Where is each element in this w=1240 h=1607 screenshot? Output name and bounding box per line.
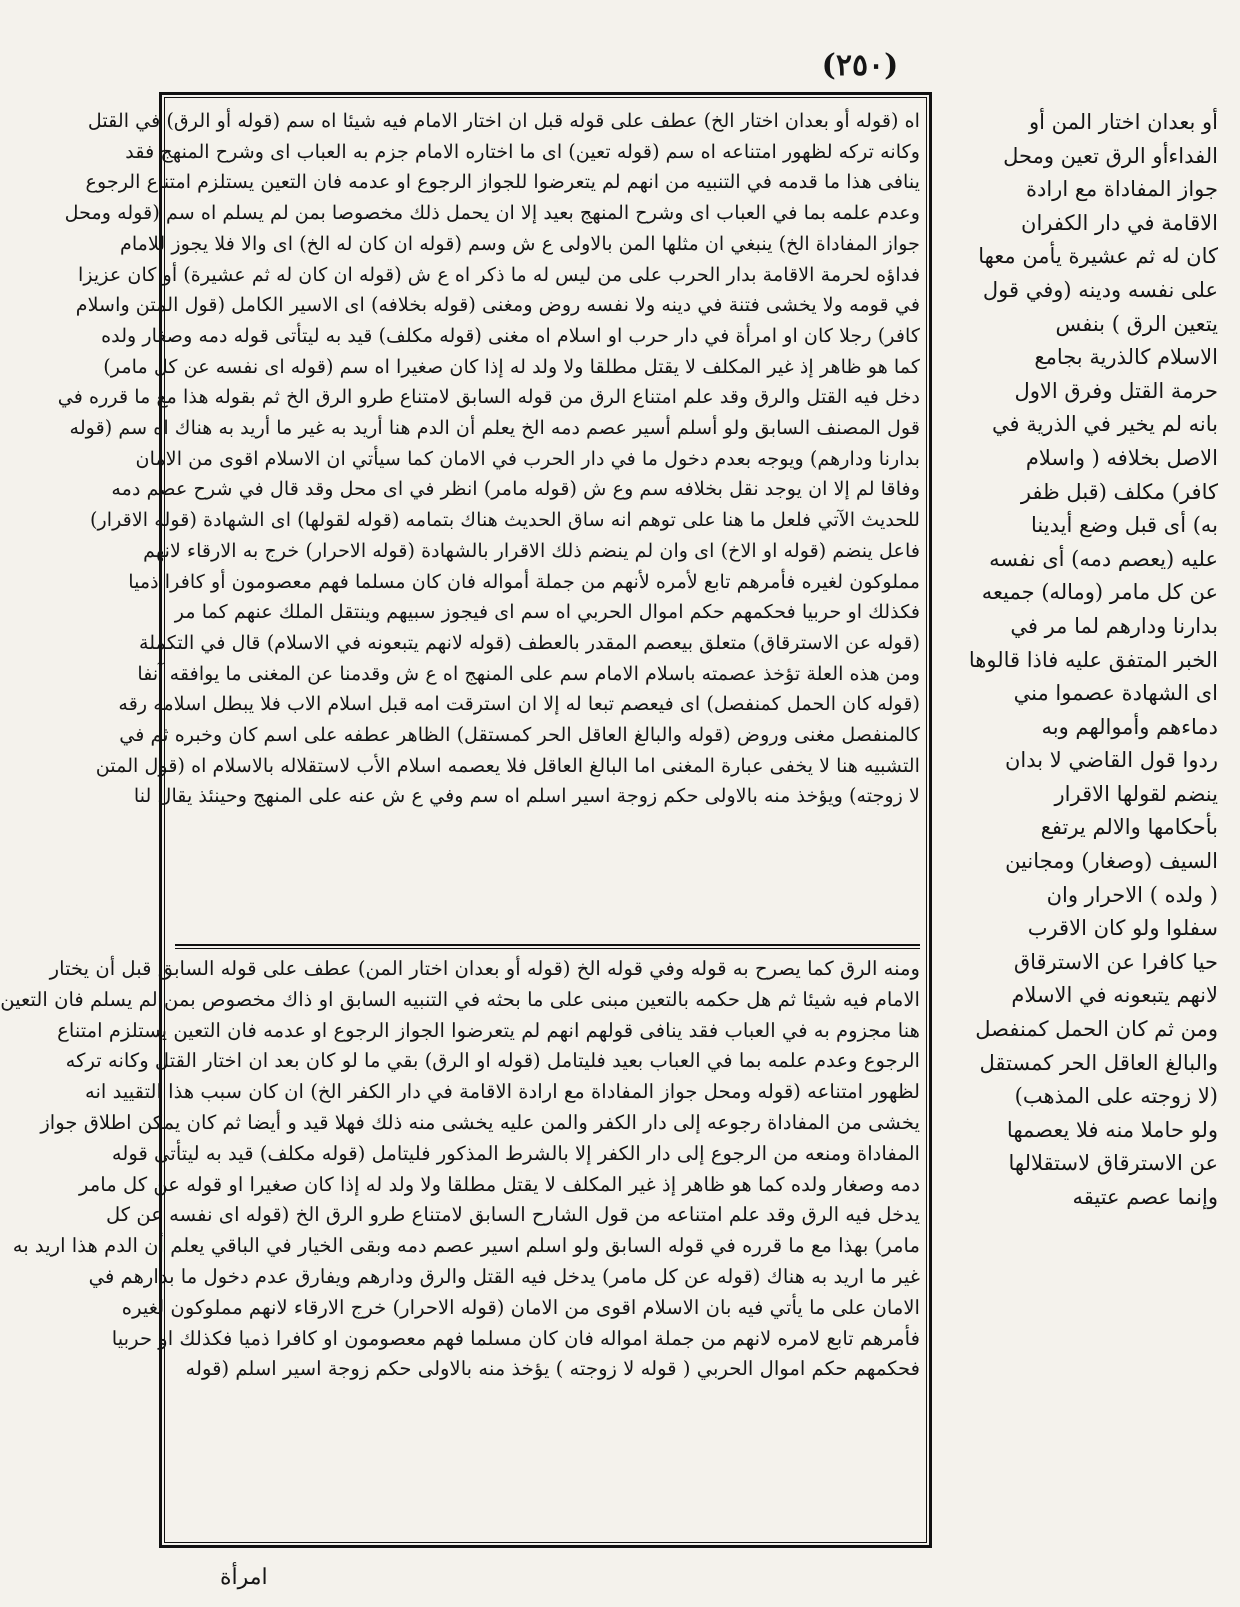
commentary-line: ومن هذه العلة تؤخذ عصمته باسلام الامام سم على المنهج اه ع ش وقدمنا عن المغنى ما يوافقه آنفا — [137, 661, 920, 685]
margin-text-line: بانه لم يخير في الذرية في — [991, 412, 1218, 437]
margin-text-line: السيف (وصغار) ومجانين — [1005, 849, 1218, 874]
margin-text-line: بدارنا ودارهم لما مر في — [1010, 613, 1218, 638]
commentary-line: قول المصنف السابق ولو أسلم أسير عصم دمه الخ يعلم أن الدم هنا أريد به غير ما أريد به هناك اه سم (قوله — [69, 416, 920, 440]
margin-text-line: اى الشهادة عصموا مني — [1013, 681, 1218, 706]
margin-text-line: حرمة القتل وفرق الاول — [1014, 378, 1218, 403]
commentary-line: يخشى من المفاداة رجوعه إلى دار الكفر والمن عليه يخشى منه ذلك فهلا قيد و أيضا ثم كان يمكن اطلاق جواز — [40, 1110, 920, 1134]
margin-text-line: (لا زوجته على المذهب) — [1014, 1084, 1218, 1109]
margin-text-line: ردوا قول القاضي لا بدان — [1004, 748, 1218, 773]
margin-text-line: ( ولده ) الاحرار وان — [1046, 882, 1218, 907]
margin-text-line: عليه (يعصم دمه) أى نفسه — [989, 546, 1218, 571]
commentary-line: ومنه الرق كما يصرح به قوله وفي قوله الخ (قوله أو بعدان اختار المن) عطف على قوله السابق قبل أن يختار — [49, 957, 920, 980]
commentary-line: اه (قوله أو بعدان اختار الخ) عطف على قوله قبل ان اختار الامام فيه شيئا اه سم (قوله أو الرق) في القتل — [87, 109, 920, 132]
commentary-line: كالمنفصل مغنى وروض (قوله والبالغ العاقل الحر كمستقل) الظاهر عطفه على اسم كان وخبره ثم في — [119, 723, 920, 747]
margin-text-line: ومن ثم كان الحمل كمنفصل — [975, 1017, 1218, 1042]
commentary-line: فكذلك او حربيا فحكمهم حكم اموال الحربي اه سم اى فيجوز سبيهم وينتقل الملك عنهم كما مر — [174, 600, 920, 624]
commentary-line: فاعل ينضم (قوله او الاخ) اى وان لم ينضم ذلك الاقرار بالشهادة (قوله الاحرار) خرج به الارقاء لانهم — [143, 538, 920, 562]
commentary-line: الامان على ما يأتي فيه بان الاسلام اقوى من الامان (قوله الاحرار) خرج الارقاء لانهم مملوكون لغيره — [121, 1295, 920, 1319]
margin-text-line: حيا كافرا عن الاسترقاق — [1013, 949, 1218, 974]
commentary-line: الرجوع وعدم علمه بما في العباب بعيد فليتامل (قوله او الرق) بقي ما لو كان بعد ان اختار القتل وكانه تركه — [65, 1049, 920, 1073]
margin-text-line: أو بعدان اختار المن أو — [1029, 110, 1218, 134]
commentary-line: مملوكون لغيره فأمرهم تابع لأمره لأنهم من جملة أمواله فان كان مسلما فهم معصومون أو كافرا ذميا — [128, 569, 920, 593]
margin-text-line: الاصل بخلافه ( واسلام — [1025, 445, 1218, 470]
commentary-line: لا زوجته) ويؤخذ منه بالاولى حكم زوجة اسير اسلم اه سم وفي ع ش عنه على المنهج وحينئذ يقال لنا — [133, 784, 920, 808]
margin-text-line: الخبر المتفق عليه فاذا قالوها — [968, 647, 1218, 672]
margin-text-line: وإنما عصم عتيقه — [1072, 1185, 1218, 1209]
margin-text-line: لانهم يتبعونه في الاسلام — [1011, 983, 1218, 1008]
commentary-line: كما هو ظاهر إذ غير المكلف لا يقتل مطلقا ولا ولد له إذا كان صغيرا اه سم (قوله اى نفسه عن كل مامر) — [103, 354, 920, 378]
commentary-line: هنا مجزوم به في العباب فقد ينافى قولهم انهم لم يتعرضوا الجواز الرجوع او عدمه فان التعين يستلزم امتناع — [57, 1018, 920, 1042]
margin-text-line: عن كل مامر (وماله) جميعه — [981, 580, 1218, 605]
commentary-line: المفاداة ومنعه من الرجوع إلى دار الكفر إلا بالشرط المذكور فليتامل (قوله مكلف) قيد به ليتأتى قوله — [111, 1141, 920, 1165]
margin-text-line: الاقامة في دار الكفران — [1021, 210, 1218, 235]
margin-text-line: يتعين الرق ) بنفس — [1055, 311, 1218, 336]
commentary-line: فأمرهم تابع لامره لانهم من جملة امواله فان كان مسلما فهم معصومون او كافرا ذميا فكذلك او حربيا — [111, 1326, 920, 1350]
margin-text-line: والبالغ العاقل الحر كمستقل — [979, 1050, 1218, 1075]
margin-text-line: سفلوا ولو كان الاقرب — [1027, 916, 1218, 941]
commentary-line: التشبيه هنا لا يخفى عبارة المغنى اما البالغ العاقل فلا يعصمه اسلام الأب لاستقلاله بالاسلام اه (قول المتن — [95, 753, 920, 777]
commentary-line: (قوله كان الحمل كمنفصل) اى فيعصم تبعا له إلا ان استرقت امه قبل اسلام الاب فلا يبطل اسلامه رقه — [118, 692, 920, 716]
commentary-line: فداؤه لحرمة الاقامة بدار الحرب على من ليس له ما ذكر اه ع ش (قوله ان كان له ثم عشيرة) أو كان عزيزا — [78, 262, 920, 286]
commentary-line: غير ما اريد به هناك (قوله عن كل مامر) يدخل فيه القتل والرق ودارهم ويفارق عدم دخول ما بدارهم في — [88, 1264, 920, 1288]
margin-text-line: ينضم لقولها الاقرار — [1054, 781, 1218, 806]
section-divider — [175, 944, 920, 949]
margin-text-line: كافر) مكلف (قبل ظفر — [1020, 479, 1218, 504]
margin-text-line: دماءهم وأموالهم وبه — [1041, 714, 1218, 739]
margin-text-line: على نفسه ودينه (وفي قول — [982, 277, 1218, 302]
margin-text-line: الفداءأو الرق تعين ومحل — [1003, 143, 1218, 168]
margin-text-line: جواز المفاداة مع ارادة — [1025, 177, 1218, 202]
commentary-bottom-block — [0, 954, 920, 1539]
commentary-line: ينافى هذا ما قدمه في التنبيه من انهم لم يتعرضوا للجواز الرجوع او عدمه فان التعين يستلزم امتناع الرجوع — [85, 170, 920, 194]
commentary-line: وعدم علمه بما في العباب اى وشرح المنهج بعيد إلا ان يحمل ذلك مخصوصا بمن لم يسلم اه سم (قوله ومحل — [64, 201, 920, 225]
margin-main-text — [942, 106, 1218, 1215]
commentary-line: دخل فيه القتل والرق وقد علم امتناع الرق من قوله السابق لامتناع طرو الرق الخ ثم بقوله هذا مع ما قرره في — [57, 385, 920, 409]
commentary-line: وفاقا لم إلا ان يوجد نقل بخلافه سم وع ش (قوله مامر) انظر في اى محل وقد قال في شرح عصم دمه — [111, 477, 920, 501]
margin-text-line: ولو حاملا منه فلا يعصمها — [1006, 1117, 1218, 1142]
commentary-line: مامر) بهذا مع ما قرره في قوله السابق ولو اسلم اسير عصم دمه وبقى الخيار في الباقي يعلم أن الدم هذا اريد به — [12, 1234, 920, 1258]
commentary-line: وكانه تركه لظهور امتناعه اه سم (قوله تعين) اى ما اختاره الامام جزم به العباب اى وشرح المنهج فقد — [125, 139, 920, 163]
commentary-line: يدخل فيه الرق وقد علم امتناعه من قول الشارح السابق لامتناع طرو الرق الخ (قوله اى نفسه عن كل — [105, 1203, 920, 1227]
commentary-line: في قومه ولا يخشى فتنة في دينه ولا نفسه روض ومغنى (قوله بخلافه) اى الاسير الكامل (قول المتن واسلام — [75, 293, 920, 317]
commentary-line: كافر) رجلا كان او امرأة في دار حرب او اسلام اه مغنى (قوله مكلف) قيد به ليتأتى قوله دمه وصغار ولده — [101, 323, 920, 347]
margin-text-line: عن الاسترقاق لاستقلالها — [1008, 1151, 1218, 1176]
page-number: (٢٥٠) — [821, 48, 899, 83]
commentary-line: الامام فيه شيئا ثم هل حكمه بالتعين مبنى على ما بحثه في التنبيه السابق او ذاك مخصوص بمن لم يسلم فان التعين — [0, 987, 920, 1011]
commentary-line: بدارنا ودارهم) ويوجه بعدم دخول ما في دار الحرب في الامان كما سيأتي ان الاسلام اقوى من الامان — [135, 446, 920, 470]
commentary-top-block — [57, 106, 920, 941]
commentary-line: (قوله عن الاسترقاق) متعلق بيعصم المقدر بالعطف (قوله لانهم يتبعونه في الاسلام) قال في التكملة — [138, 630, 920, 654]
commentary-line: دمه وصغار ولده كما هو ظاهر إذ غير المكلف لا يقتل مطلقا ولا ولد له إذا كان صغيرا او قوله عن كل مامر — [78, 1172, 920, 1196]
commentary-line: فحكمهم حكم اموال الحربي ( قوله لا زوجته ) يؤخذ منه بالاولى حكم زوجة اسير اسلم (قوله — [185, 1357, 920, 1381]
commentary-line: لظهور امتناعه (قوله ومحل جواز المفاداة مع ارادة الاقامة في دار الكفر الخ) ان كان سبب هذا التقييد انه — [84, 1080, 920, 1104]
margin-text-line: بأحكامها والالم يرتفع — [1040, 815, 1218, 840]
commentary-line: جواز المفاداة الخ) ينبغي ان مثلها المن بالاولى ع ش وسم (قوله ان كان له الخ) اى والا فلا يجوز للامام — [119, 231, 920, 255]
catchword: امرأة — [220, 1565, 268, 1590]
margin-text-line: كان له ثم عشيرة يأمن معها — [978, 244, 1218, 269]
commentary-line: للحديث الآتي فلعل ما هنا على توهم انه ساق الحديث هناك بتمامه (قوله لقولها) اى الشهادة (قوله الاقرار) — [90, 508, 920, 532]
margin-text-line: به) أى قبل وضع أيدينا — [1031, 513, 1218, 538]
margin-text-line: الاسلام كالذرية بجامع — [1034, 345, 1218, 370]
